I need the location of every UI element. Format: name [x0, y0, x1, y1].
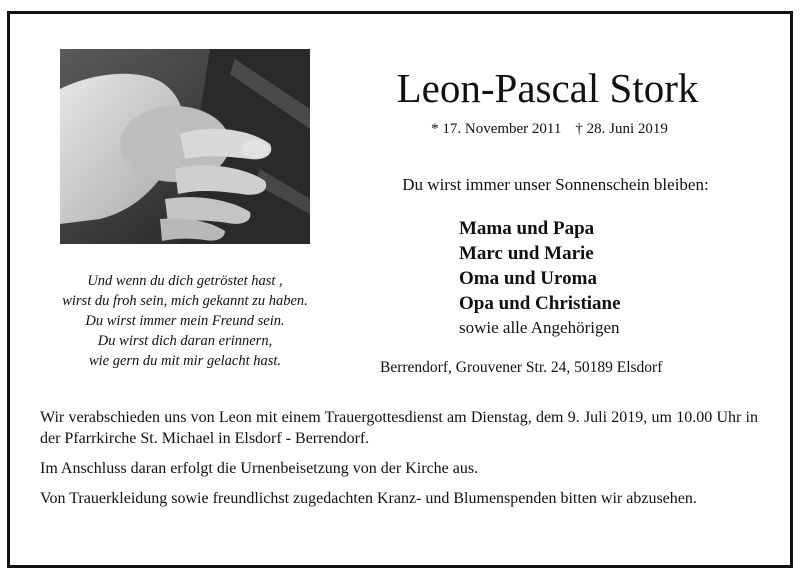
mourner: Marc und Marie — [459, 243, 594, 264]
poem — [30, 271, 340, 371]
relatives-line: sowie alle Angehörigen — [459, 318, 620, 337]
poem-line: Du wirst dich daran erinnern, — [97, 333, 273, 349]
mourner: Oma und Uroma — [459, 268, 597, 289]
mourner: Opa und Christiane — [459, 293, 621, 314]
life-dates — [372, 121, 727, 138]
hands-image — [60, 49, 310, 244]
paragraph: Wir verabschieden uns von Leon mit einem Trauergottesdienst am Dienstag, dem 9. Juli 2019, um 10.00 Uhr in der Pfarrkirche St. Michael in Elsdorf - Berrendorf. — [40, 409, 758, 447]
photo-holding-hands — [60, 49, 310, 244]
poem-line: Du wirst immer mein Freund sein. — [85, 313, 285, 329]
deceased-name: Leon-Pascal Stork — [396, 65, 699, 111]
mourners-list — [459, 216, 621, 340]
death-date: † 28. Juni 2019 — [575, 121, 668, 137]
paragraph: Im Anschluss daran erfolgt die Urnenbeisetzung von der Kirche aus. — [40, 460, 479, 477]
poem-line: wirst du froh sein, mich gekannt zu haben. — [62, 293, 308, 309]
paragraph: Von Trauerkleidung sowie freundlichst zugedachten Kranz- und Blumenspenden bitten wir abzusehen. — [40, 490, 697, 507]
birth-date: * 17. November 2011 — [431, 121, 562, 137]
poem-line: wie gern du mit mir gelacht hast. — [88, 353, 282, 369]
service-information — [40, 407, 758, 518]
mourner: Mama und Papa — [459, 218, 595, 239]
poem-line: Und wenn du dich getröstet hast , — [87, 273, 283, 289]
motto: Du wirst immer unser Sonnenschein bleiben: — [402, 175, 709, 194]
address: Berrendorf, Grouvener Str. 24, 50189 Elsdorf — [380, 359, 663, 376]
